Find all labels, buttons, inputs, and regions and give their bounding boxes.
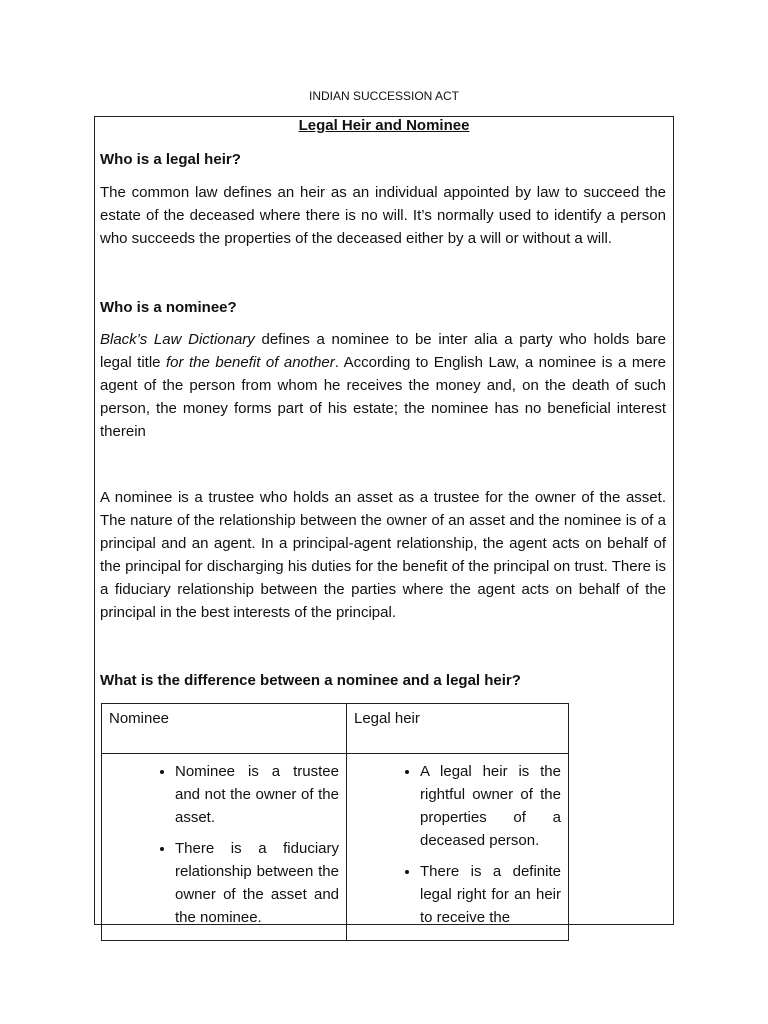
heading-nominee: Who is a nominee? [100, 299, 237, 316]
list-item: • There is a fiduciary relationship between the owner of the asset and the nominee. [175, 837, 339, 929]
heading-difference: What is the difference between a nominee and a legal heir? [100, 672, 521, 689]
comparison-table [101, 703, 569, 941]
paragraph-trustee: A nominee is a trustee who holds an asset as a trustee for the owner of the asset. The nature of the relationship between the owner of an asset and the nominee is of a principal and an agent. In a principal-agent relationship, the agent acts on behalf of the principal for discharging his duties for the benefit of the principal on trust. There is a fiduciary relationship between the parties where the agent acts on behalf of the principal in the best interests of the principal. [100, 489, 666, 621]
italic-phrase: for the benefit of another [166, 354, 335, 371]
list-item: • Nominee is a trustee and not the owner of the asset. [175, 760, 339, 829]
list-item: • A legal heir is the rightful owner of the properties of a deceased person. [420, 760, 561, 852]
paragraph-nominee [100, 328, 666, 443]
dictionary-name: Black’s Law Dictionary [100, 331, 255, 348]
paragraph-legal-heir: The common law defines an heir as an individual appointed by law to succeed the estate of the deceased where there is no will. It’s normally used to identify a person who succeeds the properties of the deceased either by a will or without a will. [100, 184, 666, 247]
text: . According to English Law, a nominee is a mere agent of the person from whom he receives the money and, on the death of such person, the money forms part of his estate; the nominee has no beneficial interest therein [100, 354, 667, 440]
heading-legal-heir: Who is a legal heir? [100, 151, 241, 168]
heir-list [354, 760, 561, 929]
text: defines a nominee to be inter alia a party who holds bare legal title [100, 331, 667, 371]
header-nominee: Nominee [102, 704, 347, 754]
header-legal-heir: Legal heir [347, 704, 569, 754]
document-title: Legal Heir and Nominee [298, 117, 470, 134]
page-header: INDIAN SUCCESSION ACT [308, 89, 460, 103]
list-item: • There is a definite legal right for an heir to receive the [420, 860, 561, 929]
nominee-list [109, 760, 339, 929]
